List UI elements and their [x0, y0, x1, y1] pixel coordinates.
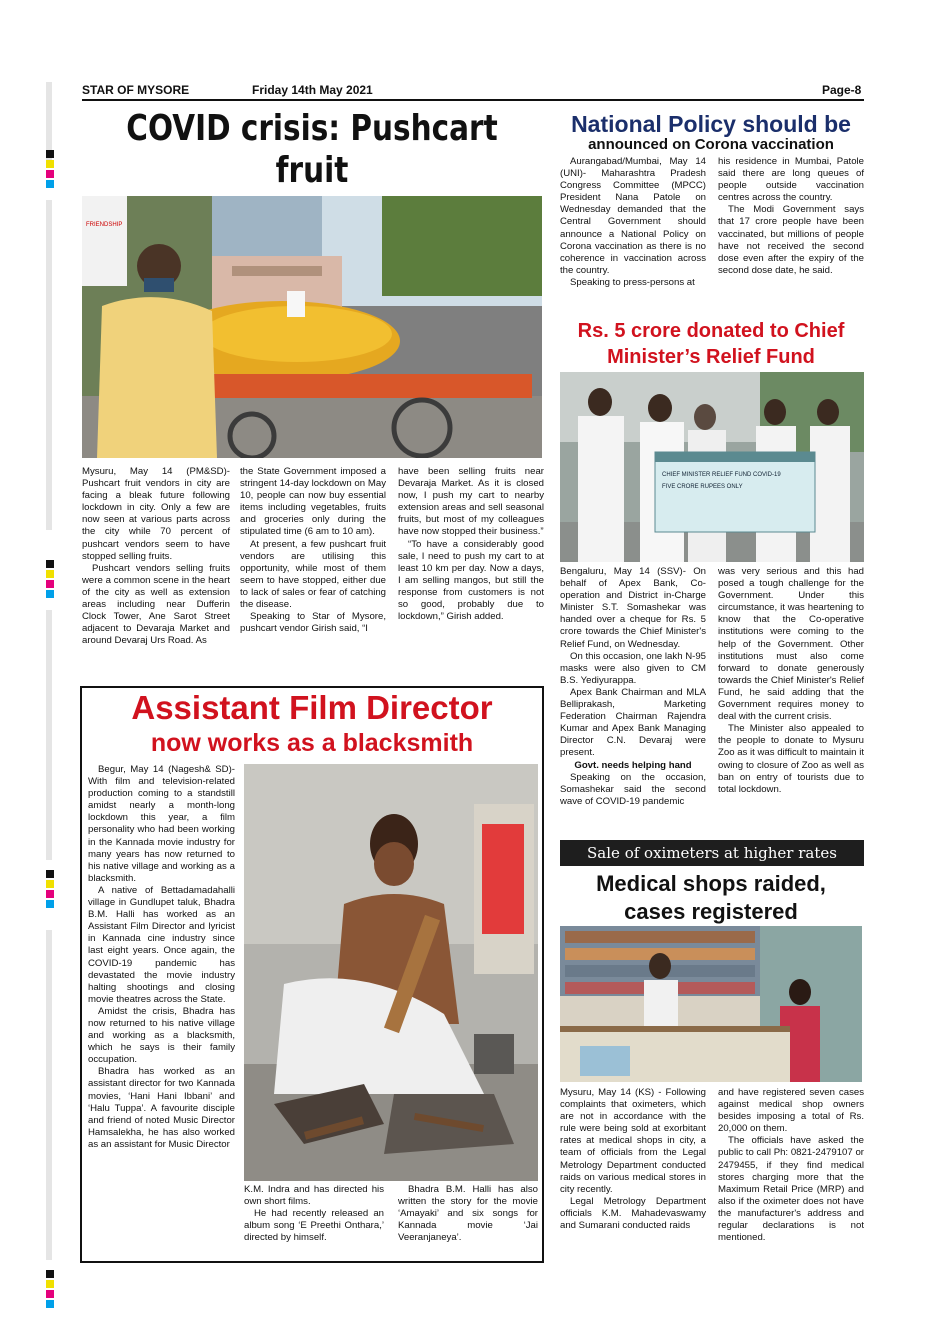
registration-mark-magenta — [46, 580, 54, 588]
paragraph: Legal Metrology Department officials K.M. Mahadevaswamy and Sumarani conducted raids — [560, 1195, 706, 1232]
paragraph: Bengaluru, May 14 (SSV)- On behalf of Apex Bank, Co-operation and District in-Charge Minister S.T. Somashekar was handed over a cheque for Rs. 5 crore towards the Chief Minister's Relief Fund, on Wednesday. — [560, 566, 706, 650]
paragraph: The officials have asked the public to call Ph: 0821-2479107 or 2479455, if they find medical stores charging more that the Maximum Retail Price (MRP) and also if the oximeter does not have the manufacturer's address and regular declarations is not mentioned. — [718, 1135, 864, 1244]
medical-kicker: Sale of oximeters at higher rates — [560, 840, 864, 866]
page-number: Page-8 — [822, 83, 862, 97]
relief-headline-line-2: Minister’s Relief Fund — [607, 346, 815, 368]
relief-subhead: Govt. needs helping hand — [574, 759, 692, 771]
paragraph: Apex Bank Chairman and MLA Belliprakash, Marketing Federation Chairman Rajendra Kumar and Apex Bank Managing Director C.N. Devaraj were present. — [560, 686, 706, 759]
print-margin-strip — [46, 930, 52, 1260]
paper-name: STAR OF MYSORE — [82, 83, 190, 97]
registration-mark-cyan — [46, 180, 54, 188]
policy-column-1 — [560, 156, 706, 289]
policy-subheadline: announced on Corona vaccination — [588, 136, 834, 153]
medical-column-2 — [718, 1087, 864, 1244]
paragraph: the State Government imposed a stringent 14-day lockdown on May 10, people can now buy essential items including vegetables, fruits and groceries only during the stipulated time (6 am to 10 am). — [240, 466, 386, 538]
photo-sign-text: FRIENDSHIP — [86, 222, 123, 228]
paragraph: A native of Bettadamadahalli village in Gundlupet taluk, Bhadra B.M. Halli has worked as an Assistant Film Director and lyricist in Kannada cine industry since last eight years. Once again, the COVID-19 pandemic has devastated the movie industry halting shootings and closing movie theatres across the State. — [88, 884, 235, 1005]
registration-mark-yellow — [46, 880, 54, 888]
pushcart-headline-line-1: COVID crisis: Pushcart fruit — [126, 108, 498, 191]
registration-mark-black — [46, 870, 54, 878]
registration-mark-magenta — [46, 170, 54, 178]
registration-mark-yellow — [46, 1280, 54, 1288]
issue-date: Friday 14th May 2021 — [252, 83, 373, 97]
cheque-payee-text: CHIEF MINISTER RELIEF FUND COVID-19 — [662, 472, 781, 478]
medical-shop-photo — [560, 926, 862, 1082]
pushcart-column-2 — [240, 466, 386, 635]
paragraph: Begur, May 14 (Nagesh& SD)- With film and television-related production coming to a standstill amidst nearly a month-long lockdown this year, a film personality who had been working in the Kannada movie industry for many years has now returned to his native village and working as a blacksmith. — [88, 764, 235, 884]
paragraph: “To have a considerably good sale, I need to push my cart to at least 10 km per day. Now a days, I am selling mangos, but still the response from customers is not so good, probably due to lockdown,” Girish added. — [398, 538, 544, 623]
paragraph: He had recently released an album song ‘E Preethi Onthara,’ directed by himself. — [244, 1208, 384, 1244]
relief-column-2 — [718, 566, 864, 796]
registration-mark-cyan — [46, 1300, 54, 1308]
film-column-3 — [398, 1184, 538, 1244]
registration-mark-black — [46, 150, 54, 158]
paragraph: Bhadra has worked as an assistant director for two Kannada movies, ‘Hani Hani Ibbani’ and ‘Halu Tuppa’. A favourite disciple and friend of noted Music Director Hamsalekha, he has also worked as an assistant for Music Director — [88, 1066, 235, 1150]
paragraph: Speaking to Star of Mysore, pushcart vendor Girish said, “I — [240, 611, 386, 635]
pushcart-column-3 — [398, 466, 544, 623]
cheque-amount-text: FIVE CRORE RUPEES ONLY — [662, 484, 743, 490]
policy-headline: National Policy should be — [571, 111, 851, 137]
pushcart-column-1 — [82, 466, 230, 647]
medical-headline-line-2: cases registered — [624, 899, 798, 924]
registration-mark-cyan — [46, 590, 54, 598]
paragraph: The Minister also appealed to the people to donate to Mysuru Zoo as it was difficult to maintain it owing to closure of Zoo as well as ban on entry of tourists due to total lockdown. — [718, 723, 864, 795]
paragraph: was very serious and this had posed a tough challenge for the Government. Under this circumstance, it was heartening to know that the Co-operative institutions were coming to the help of the Government. Other institutions must also come forward to donate generously towards the Chief Minister's Relief Fund, he said adding that the Government requires money to deal with the current crisis. — [718, 566, 864, 723]
paragraph: Mysuru, May 14 (PM&SD)- Pushcart fruit vendors in city are facing a bleak future following lockdown in city. Only a few are now seen at various parts across the city while 70 percent of pushcart vendors seem to have stopped selling fruits. — [82, 466, 230, 562]
registration-mark-black — [46, 1270, 54, 1278]
paragraph: Speaking on the occasion, Somashekar said the second wave of COVID-19 pandemic — [560, 771, 706, 807]
paragraph: Bhadra B.M. Halli has also written the story for the movie ‘Amayaki’ and six songs for Kannada movie ‘Jai Veeranjaneya’. — [398, 1184, 538, 1244]
film-column-1 — [88, 764, 235, 1151]
registration-mark-magenta — [46, 890, 54, 898]
registration-mark-cyan — [46, 900, 54, 908]
film-column-2 — [244, 1184, 384, 1244]
medical-headline-line-1: Medical shops raided, — [596, 871, 826, 896]
medical-column-1 — [560, 1087, 706, 1232]
paragraph: Amidst the crisis, Bhadra has now returned to his native village and working as a blacksmith, which he says is their family occupation. — [88, 1005, 235, 1066]
paragraph: and have registered seven cases against medical shop owners besides imposing a total of Rs. 20,000 on them. — [718, 1087, 864, 1135]
blacksmith-photo — [244, 764, 538, 1181]
cheque-handover-photo — [560, 372, 864, 562]
paragraph: Speaking to press-persons at — [570, 276, 695, 288]
film-subheadline: now works as a blacksmith — [150, 729, 474, 757]
relief-headline-line-1: Rs. 5 crore donated to Chief — [577, 320, 845, 342]
paragraph: At present, a few pushcart fruit vendors are utilising this opportunity, while most of them seem to have stopped, either due to lack of sales or fear of catching the disease. — [240, 538, 386, 611]
registration-mark-magenta — [46, 1290, 54, 1298]
paragraph: Aurangabad/Mumbai, May 14 (UNI)- Maharashtra Pradesh Congress Committee (MPCC) President Nana Patole on Wednesday demanded that the Central Government should announce a National Policy on Corona vaccination as there is no coherence in vaccination across the country. — [560, 156, 706, 276]
paragraph: K.M. Indra and has directed his own short films. — [244, 1184, 384, 1208]
film-headline: Assistant Film Director — [131, 689, 493, 726]
print-margin-strip — [46, 200, 52, 530]
policy-column-2 — [718, 156, 864, 277]
relief-headline — [553, 318, 869, 370]
pushcart-vendor-photo — [82, 196, 542, 458]
paragraph: The Modi Government says that 17 crore people have been vaccinated, but millions of people have not received the second dose even after the expiry of the second dose date, he said. — [718, 204, 864, 276]
medical-headline — [553, 870, 869, 926]
header-rule — [82, 99, 864, 101]
print-margin-strip — [46, 610, 52, 860]
registration-mark-yellow — [46, 570, 54, 578]
registration-mark-yellow — [46, 160, 54, 168]
paragraph: his residence in Mumbai, Patole said there are long queues of people outside vaccination centres across the country. — [718, 156, 864, 204]
registration-mark-black — [46, 560, 54, 568]
paragraph: Mysuru, May 14 (KS) - Following complaints that oximeters, which are not in accordance with the rule were being sold at exorbitant rates at medical shops in city, a team of officials from the Legal Metrology Department conducted raids on various medical stores in city recently. — [560, 1087, 706, 1195]
relief-column-1 — [560, 566, 706, 808]
paragraph: have been selling fruits near Devaraja Market. As it is closed now, I push my cart to nearby extension areas and sell seasonal fruits, but most of my colleagues have now stopped their business.” — [398, 466, 544, 538]
paragraph: Pushcart vendors selling fruits were a common scene in the heart of the city as well as extension areas including near Dufferin Clock Tower, Ane Sarot Street adjacent to Devaraja Market and around Devaraj Urs Road. As — [82, 562, 230, 647]
paragraph: On this occasion, one lakh N-95 masks were also given to CM B.S. Yediyurappa. — [560, 650, 706, 686]
